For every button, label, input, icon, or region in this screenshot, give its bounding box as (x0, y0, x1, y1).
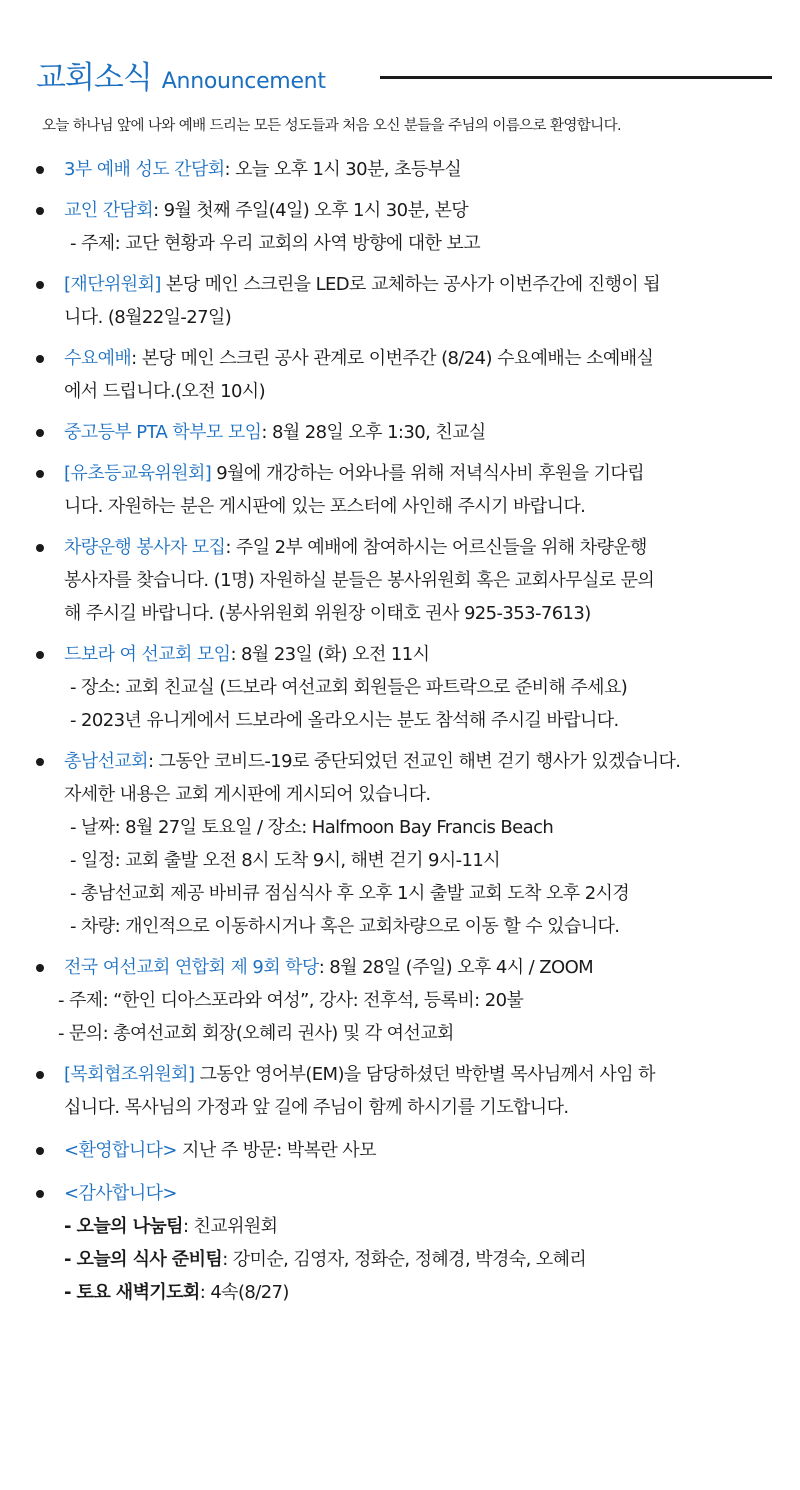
announcement-detail: - 총남선교회 제공 바비큐 점심식사 후 오후 1시 출발 교회 도착 오후 2시경 (70, 883, 630, 904)
announcement-item (30, 1134, 782, 1167)
announcement-text: : 그동안 코비드-19로 중단되었던 전교인 해변 걷기 행사가 있겠습니다. (147, 751, 681, 772)
announcement-text: 니다. (8월22일-27일) (64, 307, 232, 328)
thanks-label: - 토요 새벽기도회 (64, 1282, 200, 1303)
announcement-item (30, 1058, 782, 1124)
announcement-text: : 8월 28일 (주일) 오후 4시 / ZOOM (318, 957, 594, 978)
bullet-icon (36, 207, 44, 215)
announcement-title: <환영합니다> (64, 1140, 177, 1161)
thanks-label: - 오늘의 식사 준비팀 (64, 1249, 223, 1270)
announcement-text: 자세한 내용은 교회 게시판에 게시되어 있습니다. (64, 784, 431, 805)
announcement-text: 9월에 개강하는 어와나를 위해 저녁식사비 후원을 기다립 (211, 463, 644, 484)
announcement-item (30, 153, 782, 186)
announcement-item (30, 268, 782, 334)
announcement-item (30, 457, 782, 523)
thanks-row (64, 1243, 782, 1276)
announcement-text: 봉사자를 찾습니다. (1명) 자원하실 분들은 봉사위원회 혹은 교회사무실로 문의 (64, 570, 655, 591)
bullet-icon (36, 544, 44, 552)
bullet-icon (36, 166, 44, 174)
announcement-text: 그동안 영어부(EM)을 담당하셨던 박한별 목사님께서 사임 하 (194, 1064, 655, 1085)
announcement-item (30, 531, 782, 630)
announcement-detail: - 장소: 교회 친교실 (드보라 여선교회 회원들은 파트락으로 준비해 주세요) (70, 677, 628, 698)
announcement-title: [목회협조위원회] (64, 1064, 195, 1085)
welcome-message: 오늘 하나님 앞에 나와 예배 드리는 모든 성도들과 처음 오신 분들을 주님의 이름으로 환영합니다. (42, 118, 621, 134)
announcement-item (30, 1177, 782, 1309)
announcement-title: 전국 여선교회 연합회 제 9회 학당 (64, 957, 319, 978)
announcement-detail: - 2023년 유니게에서 드보라에 올라오시는 분도 참석해 주시길 바랍니다. (70, 710, 619, 731)
thanks-row (64, 1276, 782, 1309)
announcement-title: 총남선교회 (64, 751, 148, 772)
announcement-item (30, 745, 782, 943)
announcement-title: 수요예배 (64, 348, 132, 369)
announcement-detail: - 주제: “한인 디아스포라와 여성”, 강사: 전후석, 등록비: 20불 (58, 990, 524, 1011)
announcement-text: 에서 드립니다.(오전 10시) (64, 381, 266, 402)
announcement-item (30, 416, 782, 449)
announcement-title: 3부 예배 성도 간담회 (64, 159, 225, 180)
announcement-title: 차량운행 봉사자 모집 (64, 537, 226, 558)
announcement-detail: - 일정: 교회 출발 오전 8시 도착 9시, 해변 걷기 9시-11시 (70, 850, 501, 871)
bullet-icon (36, 651, 44, 659)
page-subtitle: Announcement (161, 69, 326, 94)
announcement-title: 중고등부 PTA 학부모 모임 (64, 422, 262, 443)
announcement-item (30, 638, 782, 737)
announcement-text: : 9월 첫째 주일(4일) 오후 1시 30분, 본당 (153, 200, 469, 221)
announcement-item (30, 951, 782, 1050)
bullet-icon (36, 964, 44, 972)
bullet-icon (36, 429, 44, 437)
announcement-title: [재단위원회] (64, 274, 161, 295)
announcement-text: : 주일 2부 예배에 참여하시는 어르신들을 위해 차량운행 (225, 537, 647, 558)
bullet-icon (36, 470, 44, 478)
announcement-list (30, 153, 782, 1309)
announcement-text: 본당 메인 스크린을 LED로 교체하는 공사가 이번주간에 진행이 됩 (160, 274, 661, 295)
announcement-detail: - 주제: 교단 현황과 우리 교회의 사역 방향에 대한 보고 (70, 233, 481, 254)
announcement-text: 해 주시길 바랍니다. (봉사위원회 위원장 이태호 권사 925-353-7613) (64, 603, 591, 624)
page-header (36, 52, 326, 97)
bullet-icon (36, 1071, 44, 1079)
bullet-icon (36, 355, 44, 363)
announcement-title: 교인 간담회 (64, 200, 154, 221)
bullet-icon (36, 758, 44, 766)
thanks-row (64, 1210, 782, 1243)
page-title: 교회소식 (36, 60, 152, 96)
thanks-text: : 강미순, 김영자, 정화순, 정혜경, 박경숙, 오혜리 (222, 1249, 587, 1270)
announcement-text: 지난 주 방문: 박복란 사모 (176, 1140, 376, 1161)
thanks-label: - 오늘의 나눔팀 (64, 1216, 183, 1237)
bullet-icon (36, 281, 44, 289)
announcement-item (30, 194, 782, 260)
announcement-text: 십니다. 목사님의 가정과 앞 길에 주님이 함께 하시기를 기도합니다. (64, 1097, 569, 1118)
announcement-detail: - 날짜: 8월 27일 토요일 / 장소: Halfmoon Bay Francis Beach (70, 817, 554, 838)
announcement-text: : 오늘 오후 1시 30분, 초등부실 (224, 159, 462, 180)
announcement-title: [유초등교육위원회] (64, 463, 212, 484)
announcement-item (30, 342, 782, 408)
announcement-text: 니다. 자원하는 분은 게시판에 있는 포스터에 사인해 주시기 바랍니다. (64, 496, 586, 517)
thanks-text: : 친교위원회 (182, 1216, 278, 1237)
announcement-detail: - 차량: 개인적으로 이동하시거나 혹은 교회차량으로 이동 할 수 있습니다. (70, 916, 620, 937)
bullet-icon (36, 1190, 44, 1198)
announcement-text: : 본당 메인 스크린 공사 관계로 이번주간 (8/24) 수요예배는 소예배실 (131, 348, 654, 369)
thanks-text: : 4속(8/27) (199, 1282, 289, 1303)
announcement-text: : 8월 28일 오후 1:30, 친교실 (261, 422, 486, 443)
announcement-detail: - 문의: 총여선교회 회장(오혜리 권사) 및 각 여선교회 (58, 1023, 454, 1044)
announcement-text: : 8월 23일 (화) 오전 11시 (230, 644, 430, 665)
announcement-title: <감사합니다> (64, 1183, 177, 1204)
header-divider (380, 76, 772, 79)
announcement-title: 드보라 여 선교회 모임 (64, 644, 231, 665)
bullet-icon (36, 1147, 44, 1155)
